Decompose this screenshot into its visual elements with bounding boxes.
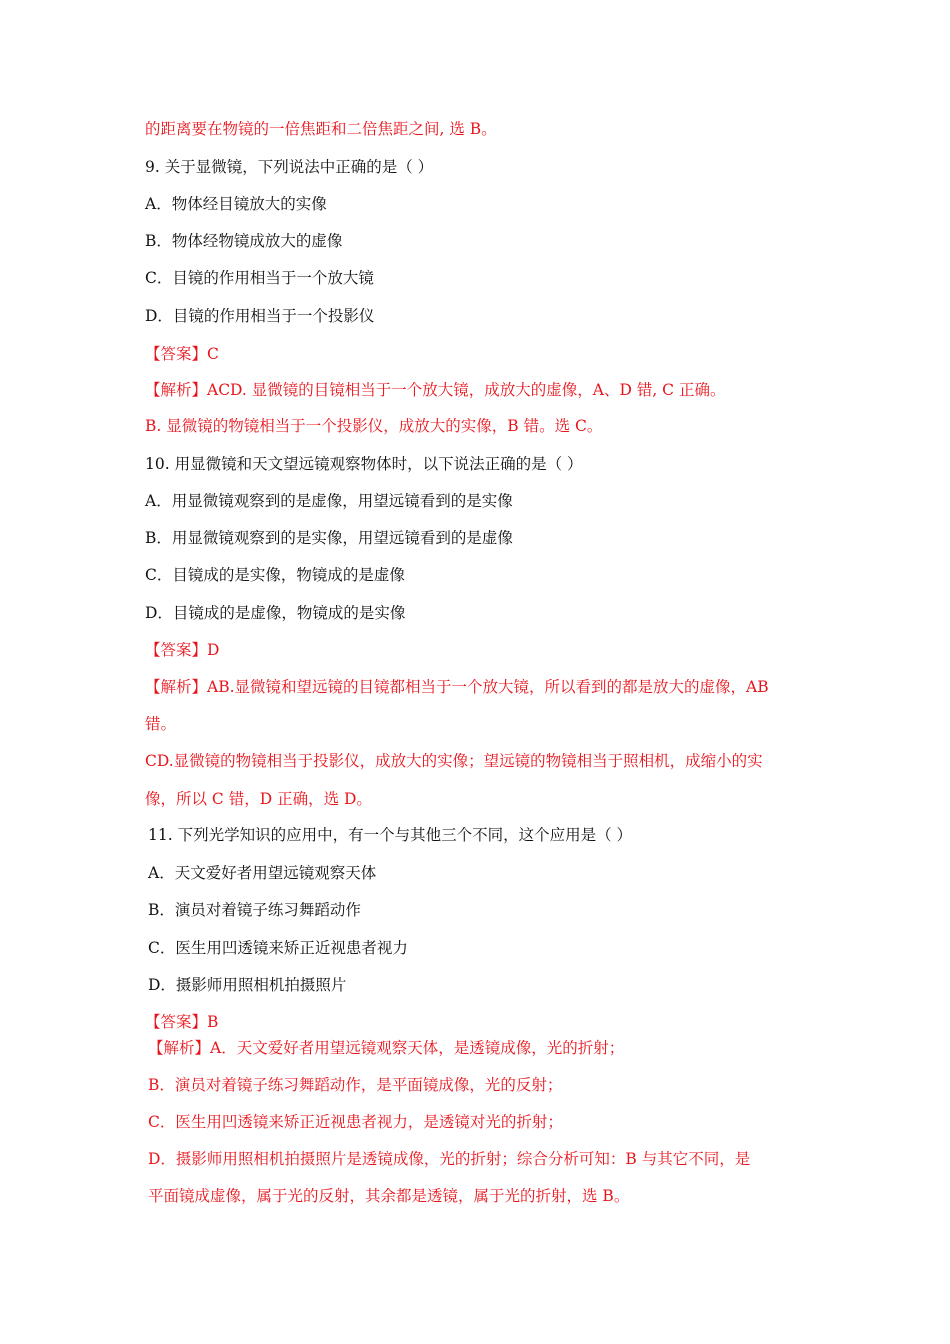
question-11-option-d: D．摄影师用照相机拍摄照片: [148, 976, 347, 994]
question-10-option-d: D．目镜成的是虚像，物镜成的是实像: [145, 604, 406, 622]
question-11-stem: 11. 下列光学知识的应用中，有一个与其他三个不同，这个应用是（ ）: [148, 826, 633, 844]
question-10-option-c: C．目镜成的是实像，物镜成的是虚像: [145, 566, 405, 584]
question-9-analysis: 【解析】ACD. 显微镜的目镜相当于一个放大镜，成放大的虚像，A、D 错, C 正确。: [145, 381, 726, 399]
question-9-option-a: A．物体经目镜放大的实像: [145, 195, 327, 213]
question-9-option-b: B．物体经物镜成放大的虚像: [145, 232, 343, 250]
question-9-answer: 【答案】C: [145, 345, 219, 363]
question-11-option-a: A．天文爱好者用望远镜观察天体: [148, 864, 377, 882]
question-11-analysis-d: D．摄影师用照相机拍摄照片是透镜成像，光的折射；综合分析可知：B 与其它不同，是: [148, 1150, 751, 1168]
question-11-answer: 【答案】B: [145, 1013, 219, 1031]
question-10-analysis-cd: CD.显微镜的物镜相当于投影仪，成放大的实像；望远镜的物镜相当于照相机，成缩小的实: [145, 752, 763, 770]
question-10-analysis: 【解析】AB.显微镜和望远镜的目镜都相当于一个放大镜，所以看到的都是放大的虚像，AB: [145, 678, 769, 696]
text-line: 的距离要在物镜的一倍焦距和二倍焦距之间, 选 B。: [145, 120, 497, 138]
question-11-analysis-a: 【解析】A．天文爱好者用望远镜观察天体，是透镜成像，光的折射；: [148, 1039, 625, 1057]
question-10-analysis-cd-cont: 像，所以 C 错，D 正确，选 D。: [145, 790, 372, 808]
question-10-option-b: B．用显微镜观察到的是实像，用望远镜看到的是虚像: [145, 529, 513, 547]
question-10-option-a: A．用显微镜观察到的是虚像，用望远镜看到的是实像: [145, 492, 513, 510]
question-9-option-c: C．目镜的作用相当于一个放大镜: [145, 269, 374, 287]
question-9-option-d: D．目镜的作用相当于一个投影仪: [145, 307, 375, 325]
question-10-stem: 10. 用显微镜和天文望远镜观察物体时，以下说法正确的是（ ）: [145, 455, 583, 473]
question-11-analysis-conclusion: 平面镜成虚像，属于光的反射，其余都是透镜，属于光的折射，选 B。: [148, 1187, 630, 1205]
question-11-analysis-b: B．演员对着镜子练习舞蹈动作，是平面镜成像，光的反射；: [148, 1076, 563, 1094]
question-10-analysis-cont: 错。: [145, 715, 177, 733]
question-10-answer: 【答案】D: [145, 641, 220, 659]
question-11-option-b: B．演员对着镜子练习舞蹈动作: [148, 901, 361, 919]
question-11-option-c: C．医生用凹透镜来矫正近视患者视力: [148, 939, 408, 957]
question-11-analysis-c: C．医生用凹透镜来矫正近视患者视力，是透镜对光的折射；: [148, 1113, 563, 1131]
question-9-analysis-cont: B. 显微镜的物镜相当于一个投影仪，成放大的实像，B 错。选 C。: [145, 417, 603, 435]
question-9-stem: 9. 关于显微镜，下列说法中正确的是（ ）: [145, 158, 434, 176]
